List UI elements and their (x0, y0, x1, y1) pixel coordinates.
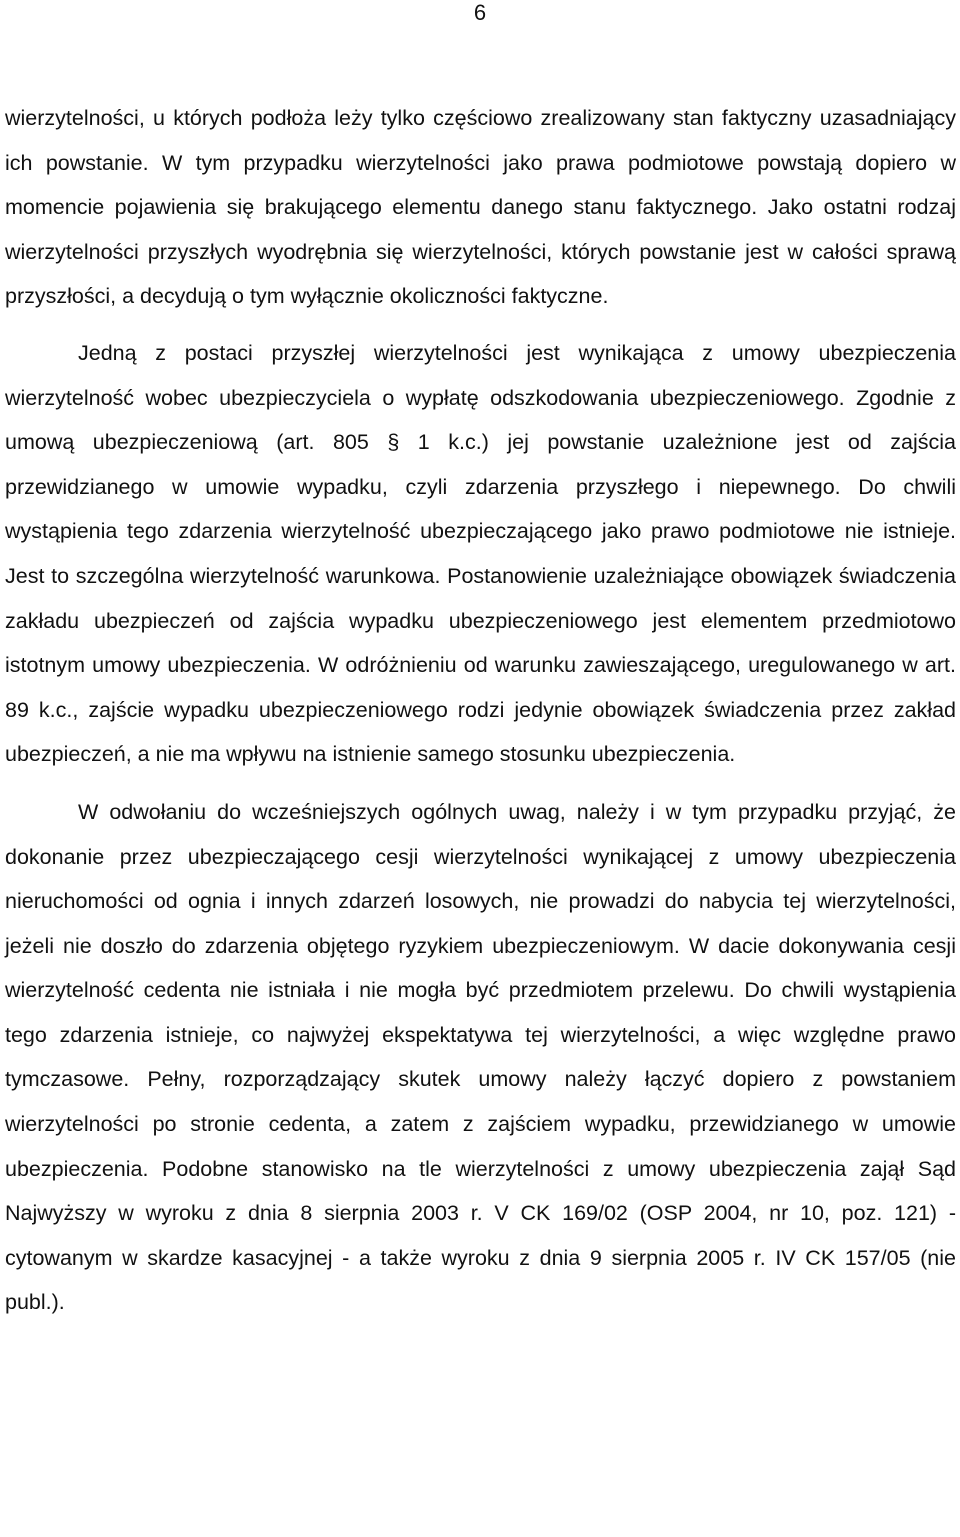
body-text (5, 96, 956, 1325)
paragraph-2: Jedną z postaci przyszłej wierzytelności jest wynikająca z umowy ubezpieczenia wierzytelność wobec ubezpieczyciela o wypłatę odszkodowania ubezpieczeniowego. Zgodnie z umową ubezpieczeniową (art. 805 § 1 k.c.) jej powstanie uzależnione jest od zajścia przewidzianego w umowie wypadku, czyli zdarzenia przyszłego i niepewnego. Do chwili wystąpienia tego zdarzenia wierzytelność ubezpieczającego jako prawo podmiotowe nie istnieje. Jest to szczególna wierzytelność warunkowa. Postanowienie uzależniające obowiązek świadczenia zakładu ubezpieczeń od zajścia wypadku ubezpieczeniowego jest elementem przedmiotowo istotnym umowy ubezpieczenia. W odróżnieniu od warunku zawieszającego, uregulowanego w art. 89 k.c., zajście wypadku ubezpieczeniowego rodzi jedynie obowiązek świadczenia przez zakład ubezpieczeń, a nie ma wpływu na istnienie samego stosunku ubezpieczenia. (5, 340, 956, 767)
paragraph-1: wierzytelności, u których podłoża leży tylko częściowo zrealizowany stan faktyczny uzasadniający ich powstanie. W tym przypadku wierzytelności jako prawa podmiotowe powstają dopiero w momencie pojawienia się brakującego elementu danego stanu faktycznego. Jako ostatni rodzaj wierzytelności przyszłych wyodrębnia się wierzytelności, których powstanie jest w całości sprawą przyszłości, a decydują o tym wyłącznie okoliczności faktyczne. (5, 106, 956, 309)
page-number: 6 (473, 0, 487, 25)
paragraph-3: W odwołaniu do wcześniejszych ogólnych uwag, należy i w tym przypadku przyjąć, że dokonanie przez ubezpieczającego cesji wierzytelności wynikającej z umowy ubezpieczenia nieruchomości od ognia i innych zdarzeń losowych, nie prowadzi do nabycia tej wierzytelności, jeżeli nie doszło do zdarzenia objętego ryzykiem ubezpieczeniowym. W dacie dokonywania cesji wierzytelność cedenta nie istniała i nie mogła być przedmiotem przelewu. Do chwili wystąpienia tego zdarzenia istnieje, co najwyżej ekspektatywa tej wierzytelności, a więc względne prawo tymczasowe. Pełny, rozporządzający skutek umowy należy łączyć dopiero z powstaniem wierzytelności po stronie cedenta, a zatem z zajściem wypadku, przewidzianego w umowie ubezpieczenia. Podobne stanowisko na tle wierzytelności z umowy ubezpieczenia zajął Sąd Najwyższy w wyroku z dnia 8 sierpnia 2003 r. V CK 169/02 (OSP 2004, nr 10, poz. 121) - cytowanym w skardze kasacyjnej - a także wyroku z dnia 9 sierpnia 2005 r. IV CK 157/05 (nie publ.). (5, 799, 956, 1315)
